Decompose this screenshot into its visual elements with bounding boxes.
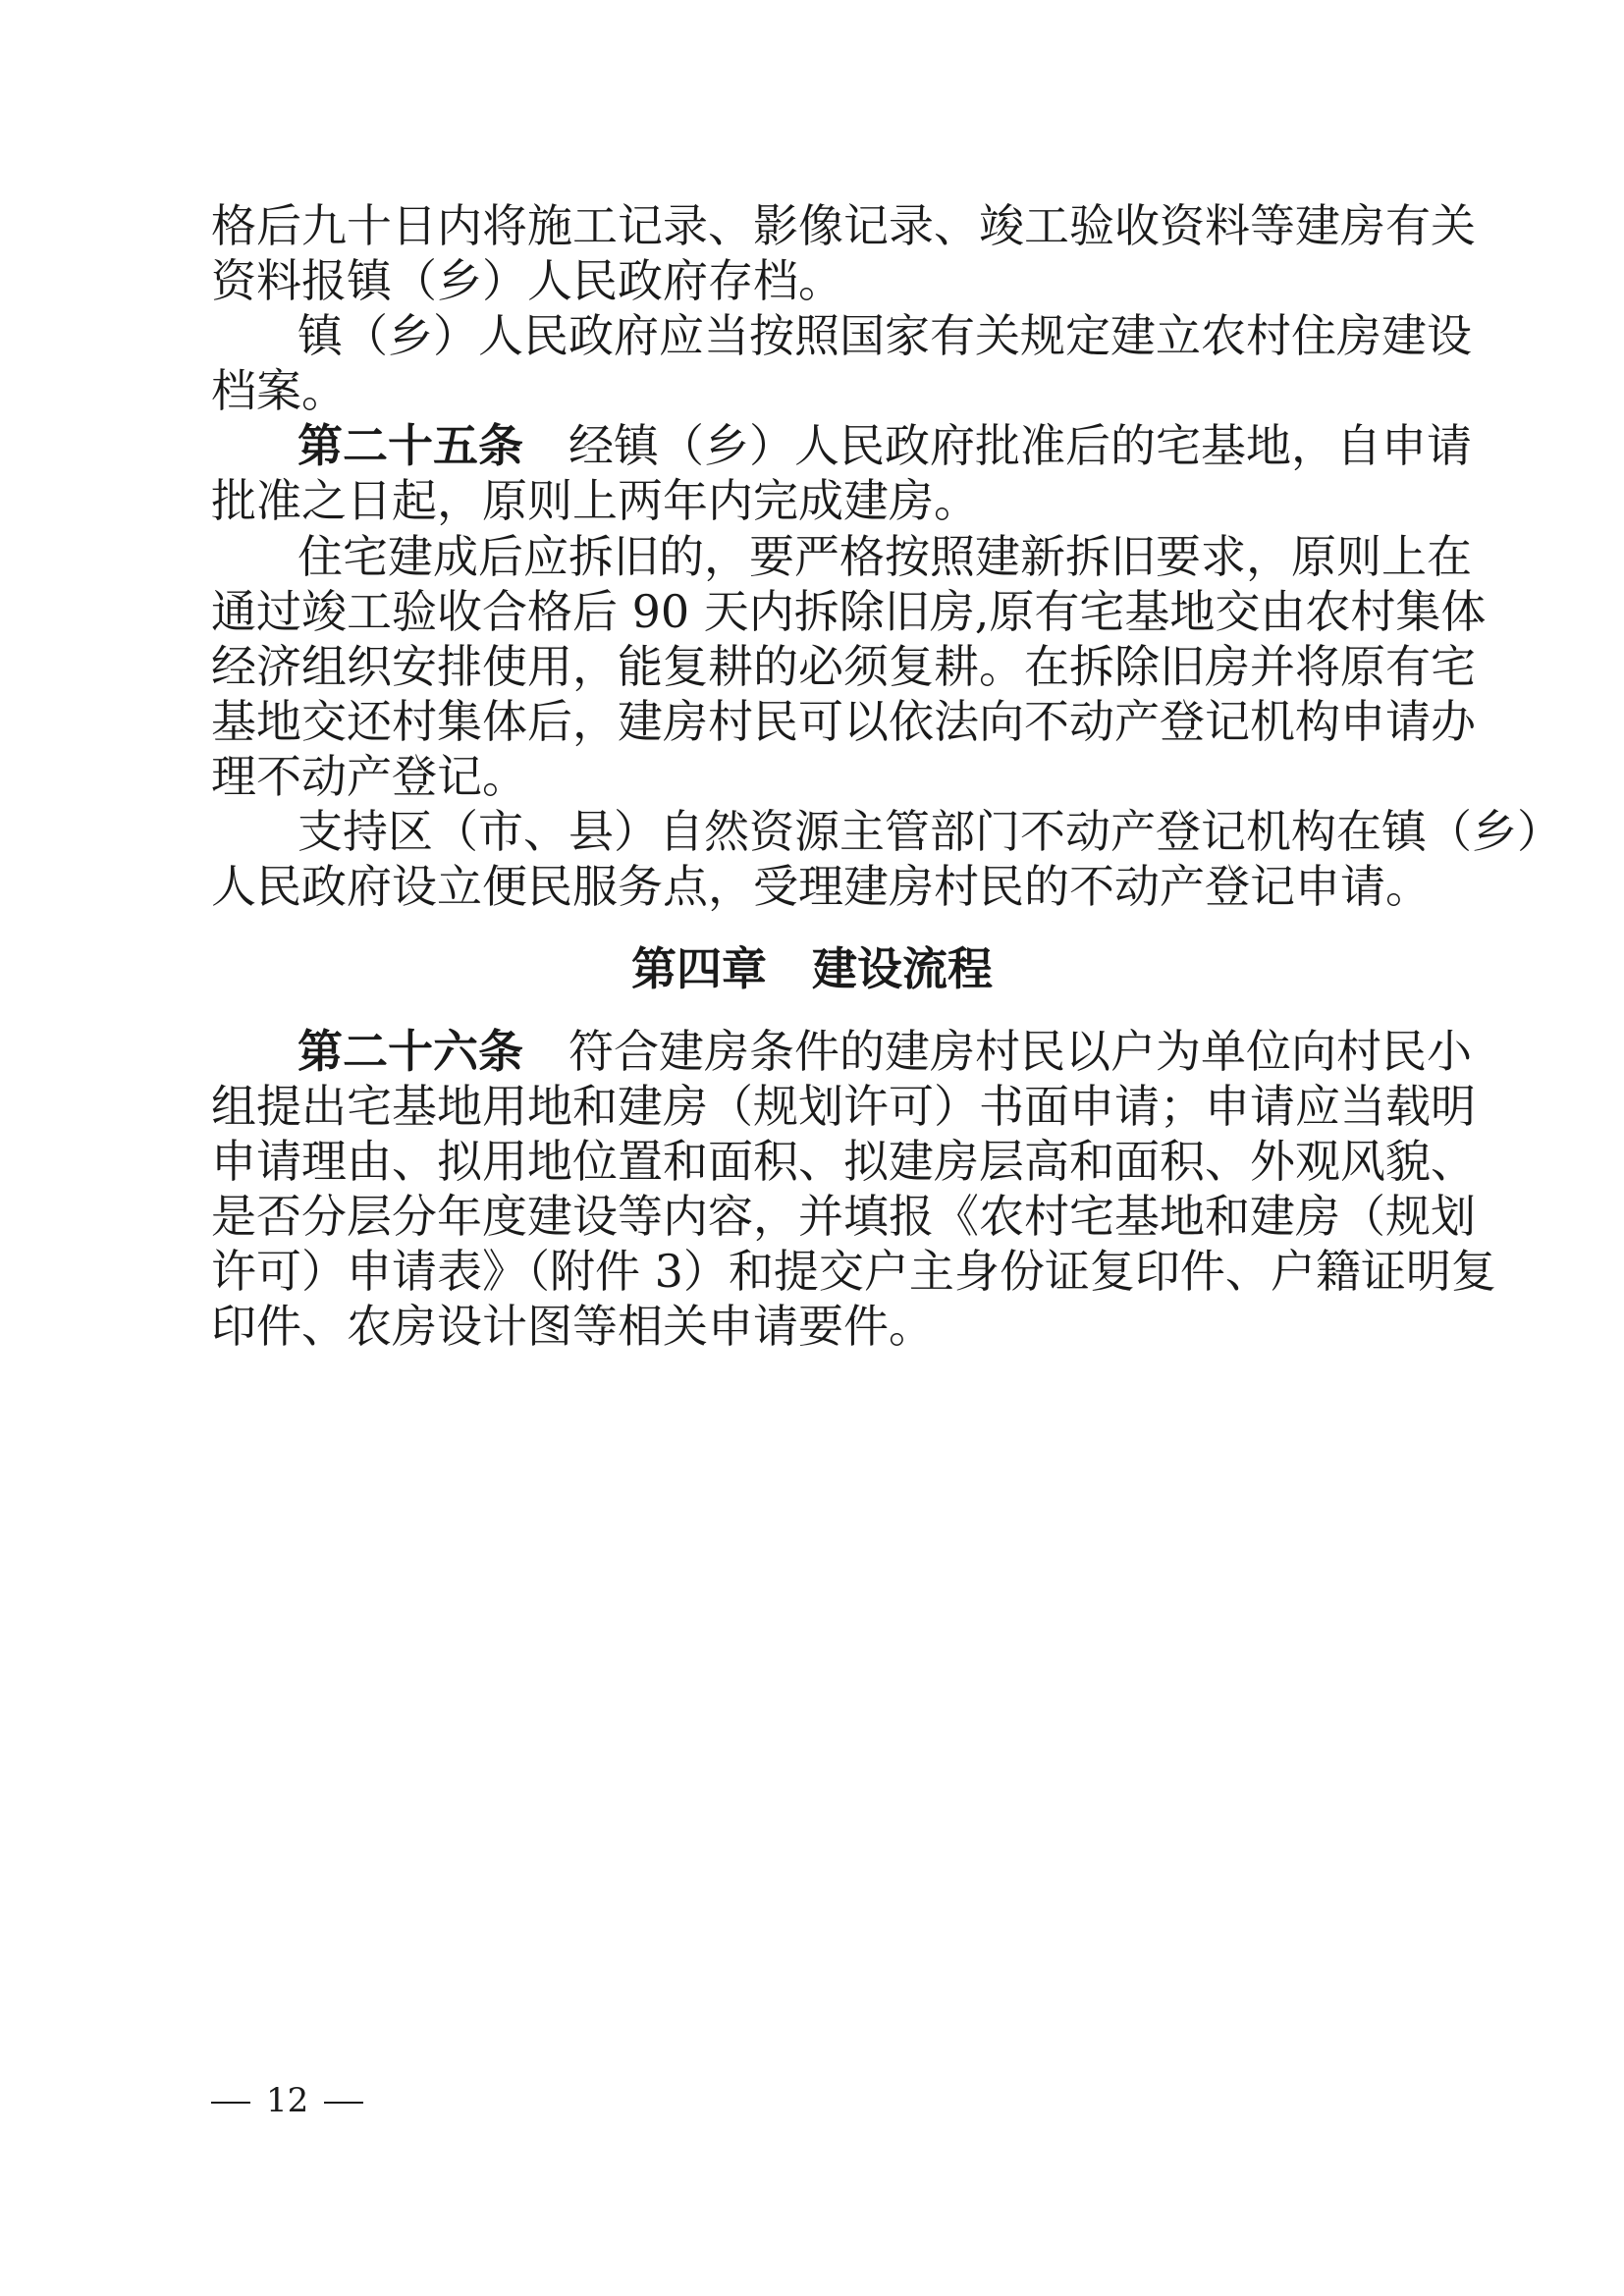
article-number-26: 第二十六条	[298, 1025, 523, 1078]
paragraph-line: 通过竣工验收合格后 90 天内拆除旧房,原有宅基地交由农村集体	[211, 585, 1487, 638]
page-footer	[211, 2077, 363, 2124]
paragraph-line: 人民政府设立便民服务点，受理建房村民的不动产登记申请。	[211, 860, 1431, 913]
paragraph-line: 是否分层分年度建设等内容，并填报《农村宅基地和建房（规划	[211, 1190, 1476, 1243]
chapter-heading	[0, 939, 1624, 998]
chapter-title: 建设流程	[812, 942, 993, 995]
paragraph-line: 许可）申请表》（附件 3）和提交户主身份证复印件、户籍证明复	[211, 1245, 1496, 1298]
page-number: 12	[266, 2081, 309, 2120]
paragraph-line: 理不动产登记。	[211, 750, 527, 803]
article-26-text: 符合建房条件的建房村民以户为单位向村民小	[568, 1025, 1472, 1078]
paragraph-line: 支持区（市、县）自然资源主管部门不动产登记机构在镇（乡）	[298, 805, 1562, 858]
article-25-line	[298, 416, 1472, 475]
footer-dash-right	[324, 2102, 363, 2104]
paragraph-line: 镇（乡）人民政府应当按照国家有关规定建立农村住房建设	[298, 309, 1472, 362]
article-25-text: 经镇（乡）人民政府批准后的宅基地，自申请	[568, 419, 1472, 472]
chapter-number: 第四章	[631, 942, 767, 995]
paragraph-line: 档案。	[211, 364, 347, 417]
paragraph-line: 住宅建成后应拆旧的，要严格按照建新拆旧要求，原则上在	[298, 530, 1472, 583]
paragraph-line: 经济组织安排使用，能复耕的必须复耕。在拆除旧房并将原有宅	[211, 640, 1476, 693]
paragraph-line: 组提出宅基地用地和建房（规划许可）书面申请；申请应当载明	[211, 1080, 1476, 1133]
footer-dash-left	[211, 2102, 250, 2104]
paragraph-line: 基地交还村集体后，建房村民可以依法向不动产登记机构申请办	[211, 695, 1476, 748]
article-number-25: 第二十五条	[298, 419, 523, 472]
article-26-line	[298, 1022, 1472, 1081]
paragraph-line: 批准之日起，原则上两年内完成建房。	[211, 474, 979, 527]
paragraph-line: 印件、农房设计图等相关申请要件。	[211, 1300, 934, 1353]
paragraph-line: 申请理由、拟用地位置和面积、拟建房层高和面积、外观风貌、	[211, 1135, 1476, 1188]
paragraph-line: 资料报镇（乡）人民政府存档。	[211, 254, 843, 307]
paragraph-line: 格后九十日内将施工记录、影像记录、竣工验收资料等建房有关	[211, 199, 1476, 252]
